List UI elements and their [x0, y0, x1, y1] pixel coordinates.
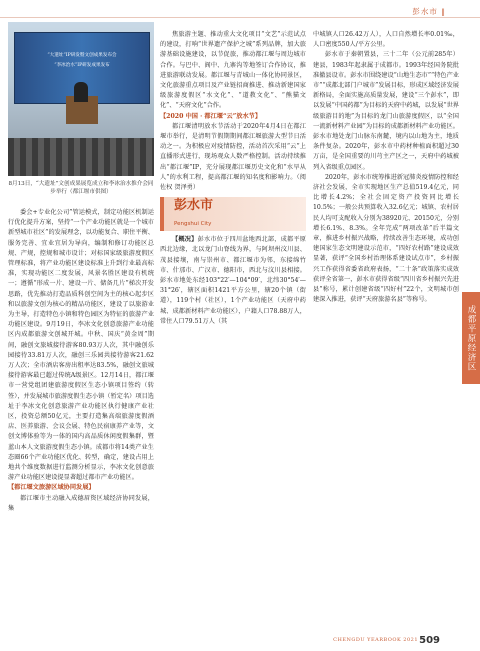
col1-paragraph: 委会+专业化公司”管运模式，制定功能区机制运行优化提升方案，坚持“一个产业功能区就是一个城市新型城市社区”的发展理念，以功能复合、职住平衡、服务完善、宜业宜居为导向，编制和修订功能区总规、产规，控规和城市设计；对标国家级旅游度假区管理标准，将产业功能区建设标准上升到行业最高标准，实现功能区二度发展，风景名胜区建设有机统一；遵循“形成一片、建设一片、储备几片”梯次开发思路，优先推动打造品质科创空间为主的核心起步区和以旅游文创为核心的精品功能区，建设了以旅游业为主导，打造特色小镇和特色园区为特征的旅游产业功能区建设。9月19日，李冰文化创意旅游产业功能区内成都旅游文创城开城。中秋、国庆“黄金周”期间，融创文旅城接待游客80.93万人次，其中融创乐园接待33.81万人次，融创三乐园共接待游客21.62万人次；全市酒店客房出租率达83.5%，融创文旅城接待游客最已超过传统A级景区。12月14日，都江堰市一营党组团建旅游度假区生态小镇项目签约（转签），并发展城市旅游度假生态小镇（暂定名）项目选址于李冰文化创意旅游产业功能区执行健康产业社区，投资总额50亿元，主要打造集高端旅游度假酒店、医养旅游、会议会展、特色民宿康养产业等，文创文博体验等为一体的国内高品质休闲度假集群，暨蓝山本人文旅游度假生态小镇。成都市将14类产业生态圈66个产业功能区优化、转型，确定，建设占用上地共个维度数据进行监测分析显示，李冰文化创意旅游产业功能区建设提显著超过都市产业功能区。: [8, 209, 154, 482]
event-photo: [8, 22, 154, 176]
column-3: [313, 30, 459, 630]
col2-subhead: 【2020 中国 · 都江堰“云”放水节】: [160, 112, 262, 120]
section-banner: [160, 197, 306, 231]
header-rule: [0, 17, 480, 18]
col3-paragraph-3: 2020年，彭水市统筹推进新冠肺炎疫情防控和经济社会发展，全市实现地区生产总值519.4亿元，同比增长4.2%；全社会固定资产投资同比增长10.5%；一般公共预算收入32.6亿元；城镇、农村居民人均可支配收入分别为38920元、20150元，分别增长6.1%、8.3%。全年完成“两项改革”后半篇文章，推进乡村振兴战略，持续改善生态环境，成功创建国家生态文明建设示范市，“四好农村路”建设成效显著，获评“全国乡村治理体系建设试点市”，乡村振兴工作获得省委省政府表扬，“二十条”政策落实成效获评全省第一，彭水市获得省级“四川省乡村振兴先进县”称号，累计创建省级“四好村”22个，文明城市创建深入推进，获评“天府旅游名县”等称号。: [313, 173, 459, 304]
backdrop-line-1: “大遗址”IP研发暨文创成果发布会: [47, 53, 117, 58]
photo-caption: 8月13日，“大遗址”文创成果展览成立和李冰治水推介会同步举行（都江堰市供图）: [8, 181, 154, 195]
overview-text: 彭水市位于四川盆地西北部，成都平原西北边缘，北以龙门山脊线为界，与阿坝州汶川县、茂县接壤，南与崇州市、都江堰市为邻，东接绵竹市、什邡市、广汉市、德阳市，西北与汶川县相接。彭水市地处东经103°22′—104°09′，北纬30°54′—31°26′，辖区面积1421平方公里，辖20个镇（街道），119个村（社区），1个产业功能区（天府中药城、成都新材料产业功能区），户籍人口78.88万人，常住人口79.51万人（其: [160, 236, 306, 325]
backdrop-line-2: “李冰治水”IP研发成果发布: [54, 63, 110, 68]
speaker-figure: [74, 82, 88, 102]
footer-yearbook: CHENGDU YEARBOOK 2021: [333, 637, 418, 643]
section-title-en: Pengshui City: [174, 221, 212, 228]
column-1: [8, 208, 154, 628]
col1-subhead: 【都江堰文旅游区域协同发展】: [8, 484, 95, 492]
col3-paragraph-1: 中城镇人口26.42万人），人口自然增长率0.01‰，人口密度550人/平方公里。: [313, 31, 459, 49]
column-2: [160, 30, 306, 630]
audience: [8, 138, 154, 176]
overview-head: 【概况】: [172, 236, 198, 244]
col2-body: 都江堰清明放水节活动于2020年4月4日在都江堰市举行，是清明节假期期间都江堰旅游大型节日活动之一。为积极应对疫情防控，活动首次采用“云”上直播形式进行，现场观众人数严格控制。活动持续推出“都江堰”IP，充分展现都江堰历史文化和“水旱从人”的水利工程，提高都江堰的知名度和影响力。（阅佐权 贺泽勇）: [160, 122, 306, 192]
page-number: 509: [419, 635, 440, 646]
section-title: 彭水市: [174, 198, 214, 214]
col1-tail: 都江堰市主动融入成德眉资区域经济协同发展，集: [8, 494, 154, 512]
col3-paragraph-2: 彭水市于秦朝置县，三十二年（公元前285年）建县，1983年起隶属于成都市。1993年经国务院批准撤县设市。彭水市围绕建设“山地生态市”“特色产业市”“成都北部门户城市”发展目标，形成区域经济发展新格局，全面实施高质量发展，建设“三个彭水”，即以发展“中国药都”为目标的天府中药城，以发展“世界级旅游目的地”为目标的龙门山旅游度假区，以“全国一流新材料产业园”为目标的成都新材料产业功能区。彭水市地处龙门山脉东南麓，境内以山地为主，地质条件复杂。2020年，彭水市中药材种植面积超过30万亩，是全国重要的川芎主产区之一，天府中药城被列入省级重点园区。: [313, 51, 459, 171]
section-side-tab: 成都平原经济区: [462, 292, 480, 384]
running-header: 彭水市 ‖: [412, 7, 446, 16]
col2-intro: 焦旅游主题、推动重大文化项目“文艺”示范试点的建设，打响“世界遗产保护之城”系列品牌，加大旅游基础设施建设，以节促旅，推动都江堰与周边城市合作。与巴中、阆中、九寨沟等地签订合作协议，推进旅游联动发展。都江堰与青城山一体化协同景区，文化旅游重点项目及产业链招商推进、推动新建国家级旅游度假区“水文化”、“道教文化”、“熊猫文化”、“天府文化”合作。: [160, 31, 306, 110]
